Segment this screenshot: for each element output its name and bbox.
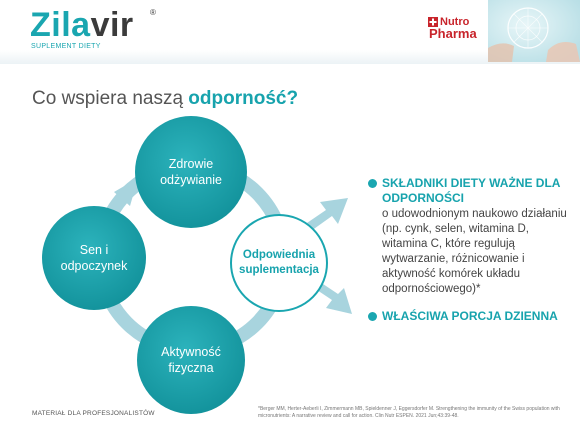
bubble-activity-line1: Aktywność [161, 345, 221, 359]
bubble-supplementation-line1: Odpowiednia [242, 249, 316, 261]
brand-part1: Zila [30, 6, 91, 44]
nutropharma-logo [428, 16, 488, 40]
title-emphasis: odporność? [188, 88, 299, 109]
bubble-nutrition-line1: Zdrowie [168, 157, 214, 171]
bubble-nutrition [135, 116, 247, 228]
bubble-sleep-line2: odpoczynek [60, 259, 128, 273]
bullet-body: o udowodnionym naukowo działaniu (np. cynk, selen, witamina D, witamina C, które regulują wytwarzanie, różnicowanie i aktywność komórek układu odpornościowego)* [382, 208, 567, 295]
bubble-nutrition-line2: odżywianie [160, 173, 222, 187]
page-title [32, 88, 298, 110]
bullet-heading: WŁAŚCIWA PORCJA DZIENNA [382, 309, 558, 323]
bullet-dot-icon [368, 312, 377, 321]
bubble-supplementation [230, 214, 328, 312]
list-item [368, 176, 573, 297]
header-illustration [488, 0, 580, 62]
title-prefix: Co wspiera naszą [32, 88, 189, 109]
bubble-sleep-line1: Sen i [79, 243, 109, 257]
bubble-activity [137, 306, 245, 414]
bullet-dot-icon [368, 179, 377, 188]
nutropharma-line1: Nutro [440, 16, 470, 28]
brand-logo [30, 8, 134, 42]
bubble-activity-line2: fizyczna [168, 361, 214, 375]
list-item [368, 309, 573, 324]
brand-subtitle: SUPLEMENT DIETY [31, 43, 101, 50]
footer-reference: *Berger MM, Herter-Aeberli I, Zimmermann MB, Spieldenner J, Eggersdorfer M. Strengthening the immunity of the Swiss population with micronutrients: A narrative review and call for action. Clin Nutr ESPEN. 2021 Jun;43:39-48. [258, 406, 560, 419]
bullet-heading: SKŁADNIKI DIETY WAŻNE DLA ODPORNOŚCI [382, 176, 561, 205]
bubble-sleep [42, 206, 146, 310]
brand-part2: vir [90, 6, 134, 44]
benefits-list [368, 176, 573, 324]
bubble-supplementation-line2: suplementacja [239, 264, 319, 276]
immunity-cycle-diagram [30, 110, 370, 410]
brand-registered-mark: ® [150, 8, 156, 17]
footer-note: MATERIAŁ DLA PROFESJONALISTÓW [32, 410, 155, 417]
nutropharma-line2: Pharma [429, 26, 477, 41]
header [0, 0, 580, 62]
